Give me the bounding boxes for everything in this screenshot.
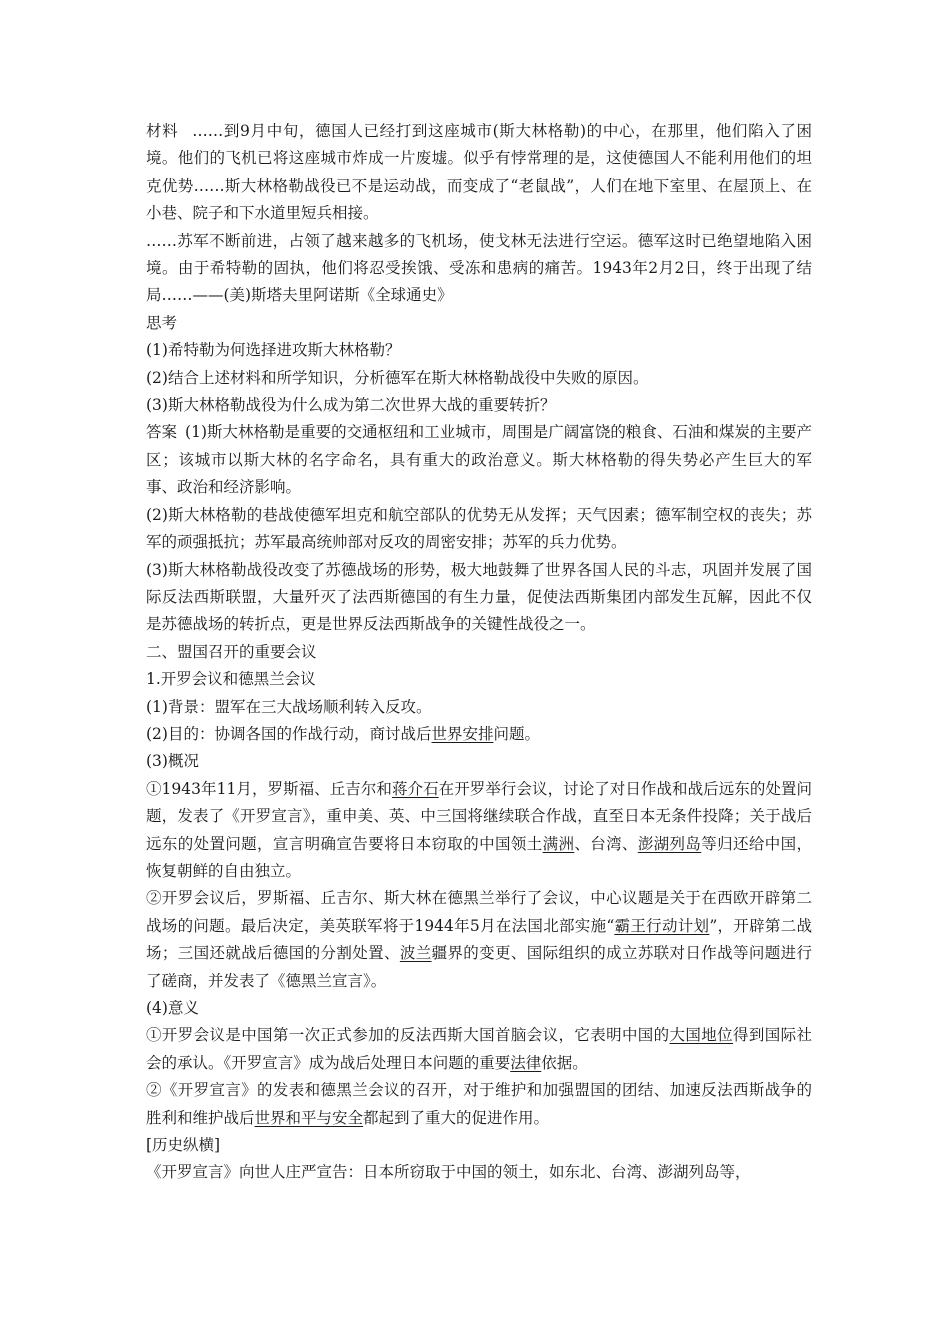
tehran-text-b: ”，开辟第二战场；三国还就战后德国的分割处置、: [146, 916, 812, 963]
overview-heading: (3)概况: [146, 752, 199, 771]
purpose-line: [146, 721, 812, 748]
material-label: 材料: [146, 122, 179, 140]
tehran-text-a: ②开罗会议后，罗斯福、丘吉尔、斯大林在德黑兰举行了会议，中心议题是关于在西欧开辟第二战场的问题。最后决定，美英联军将于1944年5月在法国北部实施“: [146, 889, 812, 935]
purpose-underlined: 世界安排: [431, 724, 494, 743]
cairo-underlined-1: 蒋介石: [391, 779, 439, 798]
meaning2-underlined: 世界和平与安全: [254, 1108, 364, 1127]
cairo-underlined-3: 澎湖列岛: [637, 834, 702, 853]
history-label: [历史纵横]: [146, 1136, 221, 1155]
meaning-heading: (4)意义: [146, 999, 199, 1017]
material-paragraph-1: [146, 118, 812, 228]
meaning1-text-b: 得到国际社会的承认。《开罗宣言》成为战后处理日本问题的重要: [146, 1026, 812, 1072]
cairo-text-d: 等归还给中国，恢复朝鲜的自由独立。: [146, 834, 812, 880]
question-1: (1)希特勒为何选择进攻斯大林格勒？: [146, 341, 401, 360]
meaning2-text-a: ②《开罗宣言》的发表和德黑兰会议的召开，对于维护和加强盟国的团结、加速反法西斯战争的胜利和维护战后: [146, 1081, 812, 1127]
meaning1-underlined-1: 大国地位: [669, 1026, 734, 1045]
tehran-underlined-2: 波兰: [399, 944, 432, 963]
meaning-paragraph-2: [146, 1077, 812, 1132]
background-line: (1)背景：盟军在三大战场顺利转入反攻。: [146, 697, 432, 716]
history-paragraph: 《开罗宣言》向世人庄严宣告：日本所窃取于中国的领土，如东北、台湾、澎湖列岛等，: [146, 1163, 751, 1182]
meaning2-text-b: 都起到了重大的促进作用。: [363, 1108, 550, 1127]
document-page: [146, 118, 812, 1187]
meaning1-text-a: ①开罗会议是中国第一次正式参加的反法西斯大国首脑会议，它表明中国的: [146, 1026, 670, 1045]
purpose-text-end: 问题。: [493, 724, 540, 743]
answer-3: (3)斯大林格勒战役改变了苏德战场的形势，极大地鼓舞了世界各国人民的斗志，巩固并发展了国际反法西斯联盟，大量歼灭了法西斯德国的有生力量，促使法西斯集团内部发生瓦解，因此不仅是苏德战场的转折点，更是世界反法西斯战争的关键性战役之一。: [146, 560, 812, 634]
purpose-text: (2)目的：协调各国的作战行动，商讨战后: [146, 724, 432, 743]
question-3: (3)斯大林格勒战役为什么成为第二次世界大战的重要转折？: [146, 396, 556, 415]
cairo-conference-paragraph: [146, 776, 812, 886]
answer-label: 答案: [146, 423, 178, 442]
meaning-paragraph-1: [146, 1022, 812, 1077]
think-label: 思考: [146, 313, 178, 332]
meaning1-underlined-2: 法律: [510, 1053, 542, 1072]
cairo-underlined-2: 满洲: [542, 834, 575, 853]
material-text-1: ……到9月中旬，德国人已经打到这座城市(斯大林格勒)的中心，在那里，他们陷入了困境。他们的飞机已将这座城市炸成一片废墟。似乎有悖常理的是，这使德国人不能利用他们的坦克优势……斯大林格勒战役已不是运动战，而变成了“老鼠战”，人们在地下室里、在屋顶上、在小巷、院子和下水道里短兵相接。: [146, 122, 812, 223]
tehran-underlined-1: 霸王行动计划: [614, 916, 710, 935]
cairo-text-c: 、台湾、: [574, 834, 638, 853]
cairo-text-b: 在开罗举行会议，讨论了对日作战和战后远东的处置问题，发表了《开罗宣言》，重申美、英、中三国将继续联合作战，直至日本无条件投降；关于战后远东的处置问题，宣言明确宣告要将日本窃取的中国领土: [146, 779, 812, 853]
question-2: (2)结合上述材料和所学知识，分析德军在斯大林格勒战役中失败的原因。: [146, 368, 649, 387]
tehran-text-c: 疆界的变更、国际组织的成立苏联对日作战等问题进行了磋商，并发表了《德黑兰宣言》。: [146, 944, 812, 990]
tehran-conference-paragraph: [146, 885, 812, 995]
cairo-text-a: ①1943年11月，罗斯福、丘吉尔和: [146, 779, 392, 798]
answer-text-1: (1)斯大林格勒是重要的交通枢纽和工业城市，周围是广阔富饶的粮食、石油和煤炭的主要产区；该城市以斯大林的名字命名，具有重大的政治意义。斯大林格勒的得失势必产生巨大的军事、政治和经济影响。: [146, 423, 812, 497]
subsection-heading: 1.开罗会议和德黑兰会议: [146, 670, 316, 689]
section-heading: 二、盟国召开的重要会议: [146, 642, 317, 661]
answer-2: (2)斯大林格勒的巷战使德军坦克和航空部队的优势无从发挥；天气因素；德军制空权的丧失；苏军的顽强抵抗；苏军最高统帅部对反攻的周密安排；苏军的兵力优势。: [146, 505, 812, 552]
material-paragraph-2: ……苏军不断前进，占领了越来越多的飞机场，使戈林无法进行空运。德军这时已绝望地陷入困境。由于希特勒的固执，他们将忍受挨饿、受冻和患病的痛苦。1943年2月2日，终于出现了结局……——(美)斯塔夫里阿诺斯《全球通史》: [146, 231, 812, 305]
answer-1: [146, 419, 812, 501]
meaning1-text-c: 依据。: [541, 1053, 588, 1072]
